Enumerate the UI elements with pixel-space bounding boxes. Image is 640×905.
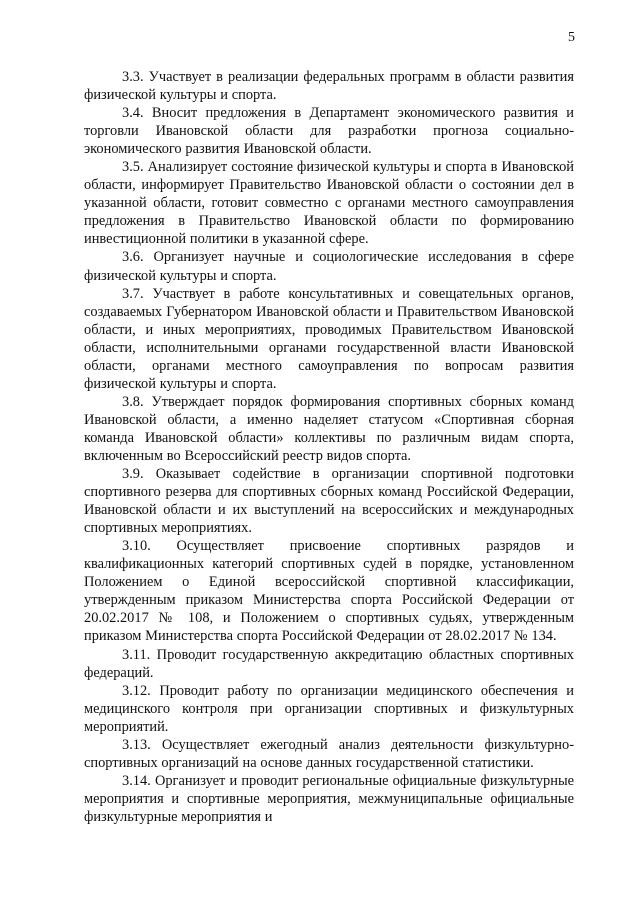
paragraph-3-5: 3.5. Анализирует состояние физической культуры и спорта в Ивановской области, информирует Правительство Ивановской области о состоянии дел в указанной области, готовит совместно с органами местного самоуправления предложения в Правительство Ивановской области по формированию инвестиционной политики в указанной сфере. <box>84 159 574 248</box>
paragraph-3-6: 3.6. Организует научные и социологические исследования в сфере физической культуры и спорта. <box>84 249 574 284</box>
paragraph-3-3: 3.3. Участвует в реализации федеральных программ в области развития физической культуры и спорта. <box>84 69 574 104</box>
paragraph-3-10: 3.10. Осуществляет присвоение спортивных разрядов и квалификационных категорий спортивных судей в порядке, установленном Положением о Единой всероссийской спортивной классификации, утвержденным приказом Министерства спорта Российской Федерации от 20.02.2017 № 108, и Положением о спортивных судьях, утвержденным приказом Министерства спорта Российской Федерации от 28.02.2017 № 134. <box>84 538 574 645</box>
paragraph-3-8: 3.8. Утверждает порядок формирования спортивных сборных команд Ивановской области, а именно наделяет статусом «Спортивная сборная команда Ивановской области» коллективы по различным видам спорта, включенным во Всероссийский реестр видов спорта. <box>84 393 574 464</box>
paragraph-3-14: 3.14. Организует и проводит региональные официальные физкультурные мероприятия и спортивные мероприятия, межмуниципальные официальные физкультурные мероприятия и <box>84 772 574 825</box>
paragraph-3-4: 3.4. Вносит предложения в Департамент экономического развития и торговли Ивановской области для разработки прогноза социально-экономического развития Ивановской области. <box>84 105 574 158</box>
paragraph-3-9: 3.9. Оказывает содействие в организации спортивной подготовки спортивного резерва для спортивных сборных команд Российской Федерации, Ивановской области и их выступлений на всероссийских и международных спортивных мероприятиях. <box>84 466 574 537</box>
document-body <box>84 68 574 826</box>
page-number: 5 <box>568 30 575 45</box>
paragraph-3-11: 3.11. Проводит государственную аккредитацию областных спортивных федераций. <box>84 646 574 681</box>
paragraph-3-12: 3.12. Проводит работу по организации медицинского обеспечения и медицинского контроля при организации спортивных и физкультурных мероприятий. <box>84 682 574 735</box>
paragraph-3-7: 3.7. Участвует в работе консультативных и совещательных органов, создаваемых Губернатором Ивановской области и Правительством Ивановской области, и иных мероприятиях, проводимых Правительством Ивановской области, исполнительными органами государственной власти Ивановской области, органами местного самоуправления по вопросам развития физической культуры и спорта. <box>84 285 574 392</box>
paragraph-3-13: 3.13. Осуществляет ежегодный анализ деятельности физкультурно-спортивных организаций на основе данных государственной статистики. <box>84 736 574 771</box>
